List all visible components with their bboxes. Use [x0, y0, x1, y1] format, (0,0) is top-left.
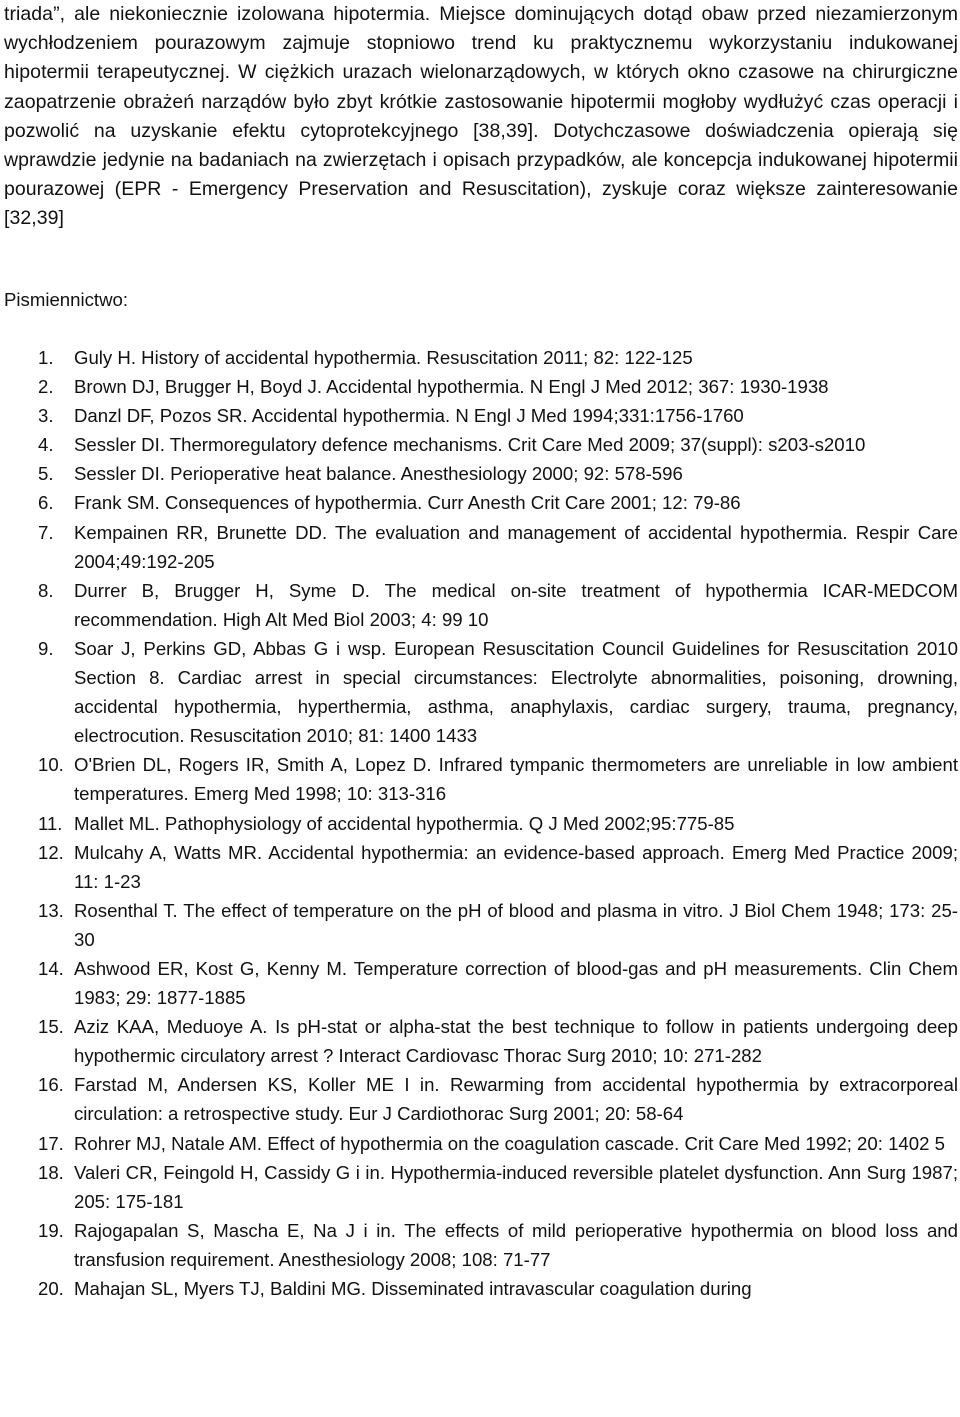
reference-text: Rosenthal T. The effect of temperature on the pH of blood and plasma in vitro. J Biol Chem 1948; 173: 25-30: [74, 899, 958, 950]
reference-item: [4, 488, 958, 517]
reference-number: 16.: [38, 1074, 64, 1096]
reference-number: 8.: [38, 579, 54, 601]
reference-text: Soar J, Perkins GD, Abbas G i wsp. European Resuscitation Council Guidelines for Resuscitation 2010 Section 8. Cardiac arrest in special circumstances: Electrolyte abnormalities, poisoning, drowning, accidental hypothermia, hyperthermia, asthma, anaphylaxis, cardiac surgery, trauma, pregnancy, electrocution. Resuscitation 2010; 81: 1400 1433: [74, 637, 958, 747]
reference-number: 17.: [38, 1132, 64, 1154]
reference-text: O'Brien DL, Rogers IR, Smith A, Lopez D. Infrared tympanic thermometers are unreliable in low ambient temperatures. Emerg Med 1998; 10: 313-316: [74, 754, 958, 805]
reference-item: [4, 954, 958, 1012]
reference-number: 20.: [38, 1278, 64, 1299]
reference-number: 3.: [38, 405, 54, 427]
reference-item: [4, 1129, 958, 1158]
reference-text: Mulcahy A, Watts MR. Accidental hypothermia: an evidence-based approach. Emerg Med Practice 2009; 11: 1-23: [74, 841, 958, 892]
reference-text: Rajogapalan S, Mascha E, Na J i in. The effects of mild perioperative hypothermia on blood loss and transfusion requirement. Anesthesiology 2008; 108: 71-77: [74, 1219, 958, 1270]
references-list: [4, 343, 958, 1303]
reference-number: 14.: [38, 957, 64, 979]
reference-text: Mallet ML. Pathophysiology of accidental hypothermia. Q J Med 2002;95:775-85: [74, 812, 735, 834]
body-paragraph: [4, 0, 958, 234]
reference-number: 7.: [38, 521, 54, 543]
reference-text: Sessler DI. Perioperative heat balance. Anesthesiology 2000; 92: 578-596: [74, 463, 683, 485]
reference-text: Mahajan SL, Myers TJ, Baldini MG. Disseminated intravascular coagulation during: [74, 1278, 752, 1299]
reference-number: 10.: [38, 754, 64, 776]
reference-item: [4, 343, 958, 372]
reference-number: 5.: [38, 463, 54, 485]
reference-number: 18.: [38, 1161, 64, 1183]
reference-text: Danzl DF, Pozos SR. Accidental hypothermia. N Engl J Med 1994;331:1756-1760: [74, 405, 744, 427]
body-text-part-1: triada”, ale niekoniecznie izolowana hipotermia. Miejsce dominujących dotąd obaw przed niezamierzonym wychłodzeniem pourazowym zajmuje stopniowo trend ku praktycznemu wykorzystaniu indukowanej hipotermii terapeutycznej. W ciężkich urazach wielonarządowych, w których okno czasowe na chirurgiczne zaopatrzenie obrażeń narządów było zbyt krótkie zastosowanie hipotermii mogłoby wydłużyć czas operacji i pozwolić na uzyskanie efektu cytoprotekcyjnego [38,39].: [4, 3, 958, 142]
reference-text: Durrer B, Brugger H, Syme D. The medical on-site treatment of hypothermia ICAR-MEDCOM recommendation. High Alt Med Biol 2003; 4: 99 10: [74, 579, 958, 630]
reference-item: [4, 459, 958, 488]
reference-text: Brown DJ, Brugger H, Boyd J. Accidental hypothermia. N Engl J Med 2012; 367: 1930-1938: [74, 376, 829, 398]
reference-text: Valeri CR, Feingold H, Cassidy G i in. Hypothermia-induced reversible platelet dysfunction. Ann Surg 1987; 205: 175-181: [74, 1161, 958, 1212]
reference-item: [4, 634, 958, 750]
reference-text: Farstad M, Andersen KS, Koller ME I in. Rewarming from accidental hypothermia by extracorporeal circulation: a retrospective study. Eur J Cardiothorac Surg 2001; 20: 58-64: [74, 1074, 958, 1125]
reference-item: [4, 518, 958, 576]
reference-text: Guly H. History of accidental hypothermia. Resuscitation 2011; 82: 122-125: [74, 347, 693, 368]
reference-item: [4, 838, 958, 896]
reference-number: 11.: [38, 812, 63, 834]
reference-item: [4, 1012, 958, 1070]
reference-text: Kempainen RR, Brunette DD. The evaluation and management of accidental hypothermia. Respir Care 2004;49:192-205: [74, 521, 958, 572]
reference-number: 2.: [38, 376, 54, 398]
reference-text: Ashwood ER, Kost G, Kenny M. Temperature correction of blood-gas and pH measurements. Clin Chem 1983; 29: 1877-1885: [74, 957, 958, 1009]
reference-item: [4, 1274, 958, 1303]
reference-number: 12.: [38, 841, 64, 863]
reference-item: [4, 896, 958, 954]
reference-text: Rohrer MJ, Natale AM. Effect of hypothermia on the coagulation cascade. Crit Care Med 1992; 20: 1402 5: [74, 1132, 945, 1154]
reference-number: 19.: [38, 1219, 64, 1241]
reference-item: [4, 750, 958, 808]
reference-item: [4, 576, 958, 634]
reference-item: [4, 401, 958, 430]
reference-item: [4, 1216, 958, 1274]
references-heading: Pismiennictwo:: [4, 289, 129, 310]
reference-number: 15.: [38, 1016, 64, 1038]
reference-text: Frank SM. Consequences of hypothermia. Curr Anesth Crit Care 2001; 12: 79-86: [74, 492, 741, 514]
reference-number: 13.: [38, 899, 64, 921]
reference-number: 9.: [38, 637, 54, 659]
document-page: [4, 0, 958, 1299]
reference-text: Sessler DI. Thermoregulatory defence mechanisms. Crit Care Med 2009; 37(suppl): s203-s2010: [74, 434, 866, 456]
reference-text: Aziz KAA, Meduoye A. Is pH-stat or alpha-stat the best technique to follow in patients undergoing deep hypothermic circulatory arrest ? Interact Cardiovasc Thorac Surg 2010; 10: 271-282: [74, 1016, 958, 1067]
reference-item: [4, 1158, 958, 1216]
reference-item: [4, 430, 958, 459]
reference-item: [4, 1070, 958, 1128]
reference-number: 1.: [38, 347, 54, 368]
reference-item: [4, 809, 958, 838]
body-text-part-2: Dotychczasowe doświadczenia opierają się wprawdzie jedynie na badaniach na zwierzętach i opisach przypadków, ale koncepcja indukowanej hipotermii pourazowej (EPR - Emergency Preservation and Resuscitation), zyskuje coraz większe zainteresowanie [32,39]: [4, 119, 958, 230]
reference-item: [4, 372, 958, 401]
reference-number: 6.: [38, 492, 54, 514]
reference-number: 4.: [38, 434, 54, 456]
